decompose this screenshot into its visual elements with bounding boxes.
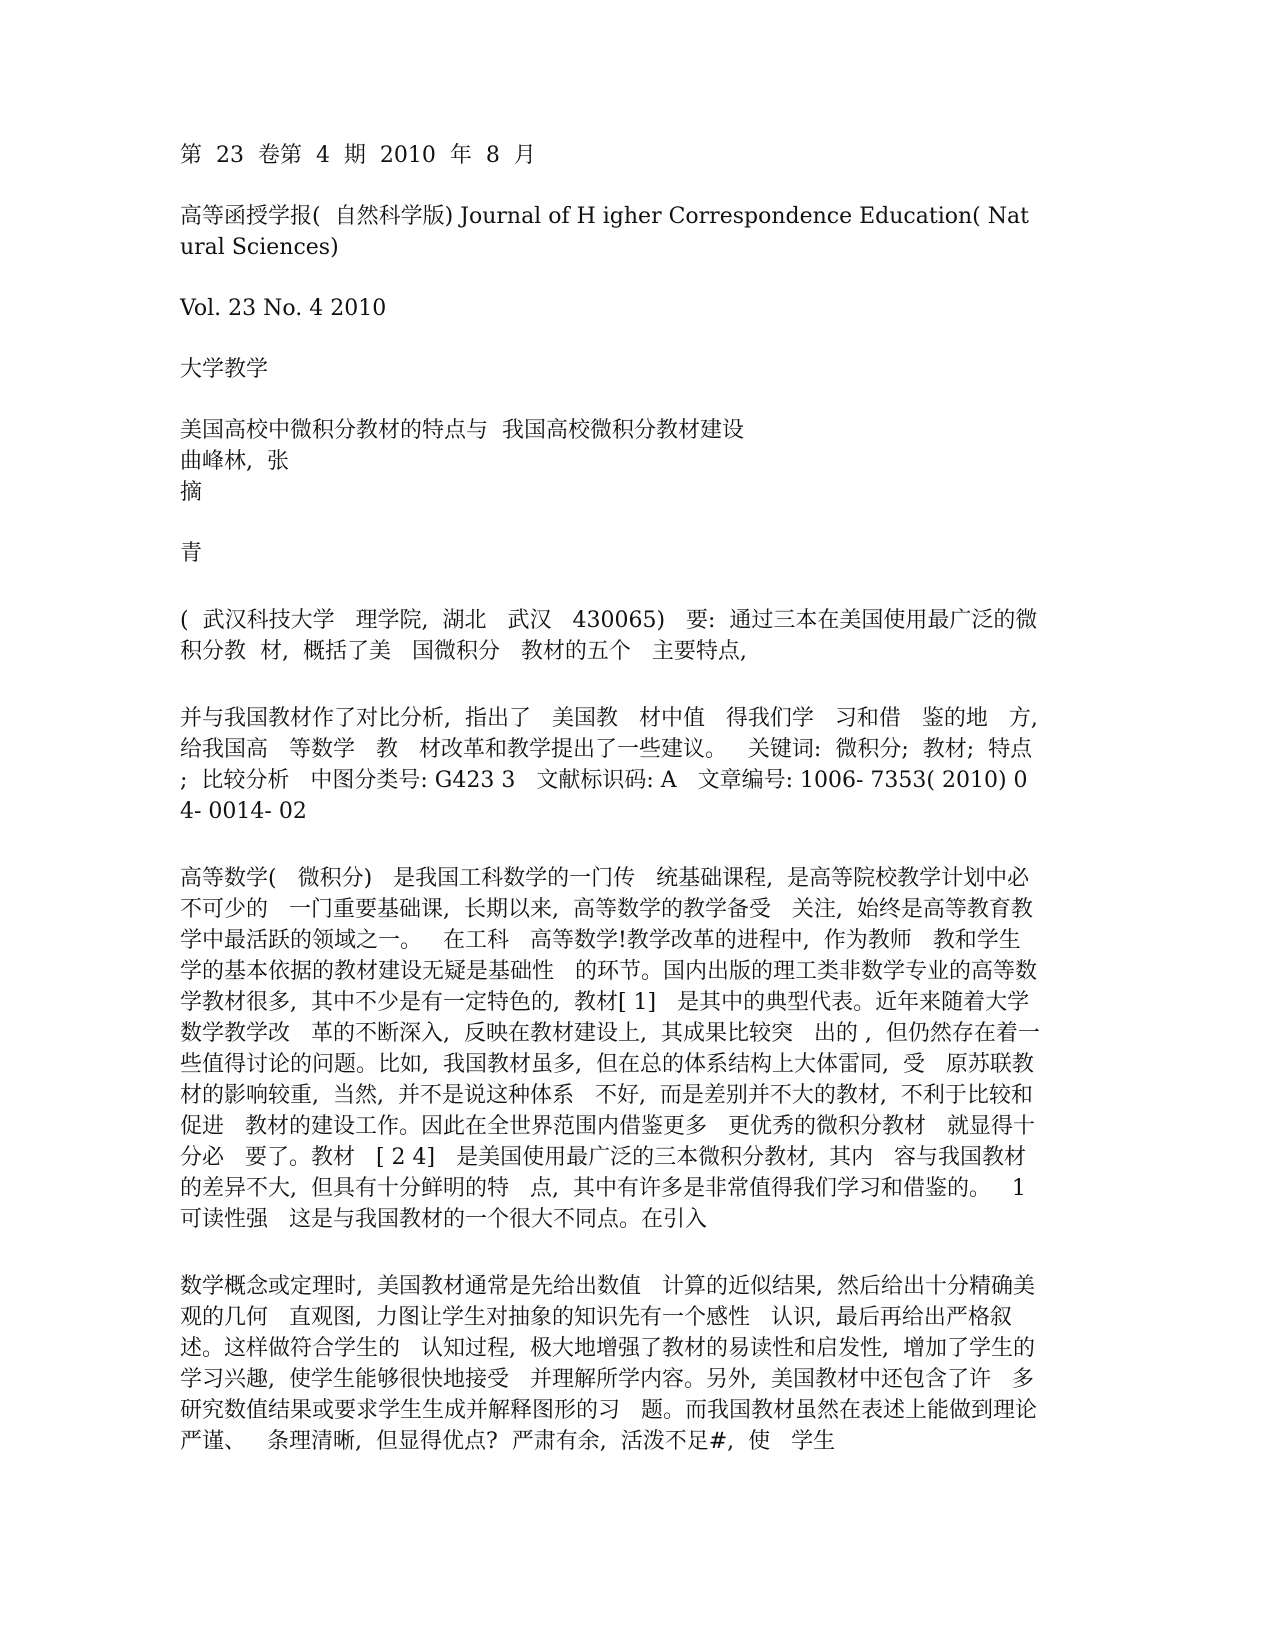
abstract-char: 摘: [180, 480, 203, 505]
author-char: 青: [180, 541, 203, 566]
abstract-keywords-paragraph: 并与我国教材作了对比分析, 指出了 美国教 材中值 得我们学 习和借 鉴的地 方, 给我国高 等数学 教 材改革和教学提出了一些建议。 关键词: 微积分; 教材; 特点 ; 比较分析 中图分类号: G423 3 文献标识码: A 文章编号: 1006- 7353( 2010) 04- 0014- 02: [180, 706, 1052, 824]
intro-paragraph: 高等数学( 微积分) 是我国工科数学的一门传 统基础课程, 是高等院校教学计划中必不可少的 一门重要基础课, 长期以来, 高等数学的教学备受 关注, 始终是高等教育教学中最活跃的领域之一。 在工科 高等数学!教学改革的进程中, 作为教师 教和学生学的基本依据的教材建设无疑是基础性 的环节。国内出版的理工类非数学专业的高等数 学教材很多, 其中不少是有一定特色的, 教材[ 1] 是其中的典型代表。近年来随着大学数学教学改 革的不断深入, 反映在教材建设上, 其成果比较突 出的 , 但仍然存在着一些值得讨论的问题。比如, 我国教材虽多, 但在总的体系结构上大体雷同, 受 原苏联教材的影响较重, 当然, 并不是说这种体系 不好, 而是差别并不大的教材, 不利于比较和促进 教材的建设工作。因此在全世界范围内借鉴更多 更优秀的微积分教材 就显得十分必 要了。教材 [ 2 4] 是美国使用最广泛的三本微积分教材, 其内 容与我国教材的差异不大, 但具有十分鲜明的特 点, 其中有许多是非常值得我们学习和借鉴的。 1 可读性强 这是与我国教材的一个很大不同点。在引入: [180, 866, 1058, 1232]
affiliation-abstract-paragraph: ( 武汉科技大学 理学院, 湖北 武汉 430065) 要: 通过三本在美国使用最广泛的微积分教 材, 概括了美 国微积分 教材的五个 主要特点,: [180, 608, 1038, 664]
article-authors: 曲峰林, 张: [180, 449, 289, 474]
readability-paragraph: 数学概念或定理时, 美国教材通常是先给出数值 计算的近似结果, 然后给出十分精确美观的几何 直观图, 力图让学生对抽象的知识先有一个感性 认识, 最后再给出严格叙述。这样做符合学生的 认知过程, 极大地增强了教材的易读性和启发性, 增加了学生的学习兴趣, 使学生能够很快地接受 并理解所学内容。另外, 美国教材中还包含了许 多研究数值结果或要求学生生成并解释图形的习 题。而我国教材虽然在表述上能做到理论严谨、 条理清晰, 但显得优点? 严肃有余, 活泼不足#, 使 学生: [180, 1274, 1037, 1454]
issue-line: 第 23 卷第 4 期 2010 年 8 月: [180, 143, 536, 168]
document-page: [180, 140, 1058, 1457]
section-heading: 大学教学: [180, 357, 269, 382]
article-title: 美国高校中微积分教材的特点与 我国高校微积分教材建设: [180, 418, 744, 443]
volume-line: Vol. 23 No. 4 2010: [180, 296, 387, 321]
journal-line: 高等函授学报( 自然科学版) Journal of H igher Correspondence Education( Natural Sciences): [180, 204, 1029, 260]
